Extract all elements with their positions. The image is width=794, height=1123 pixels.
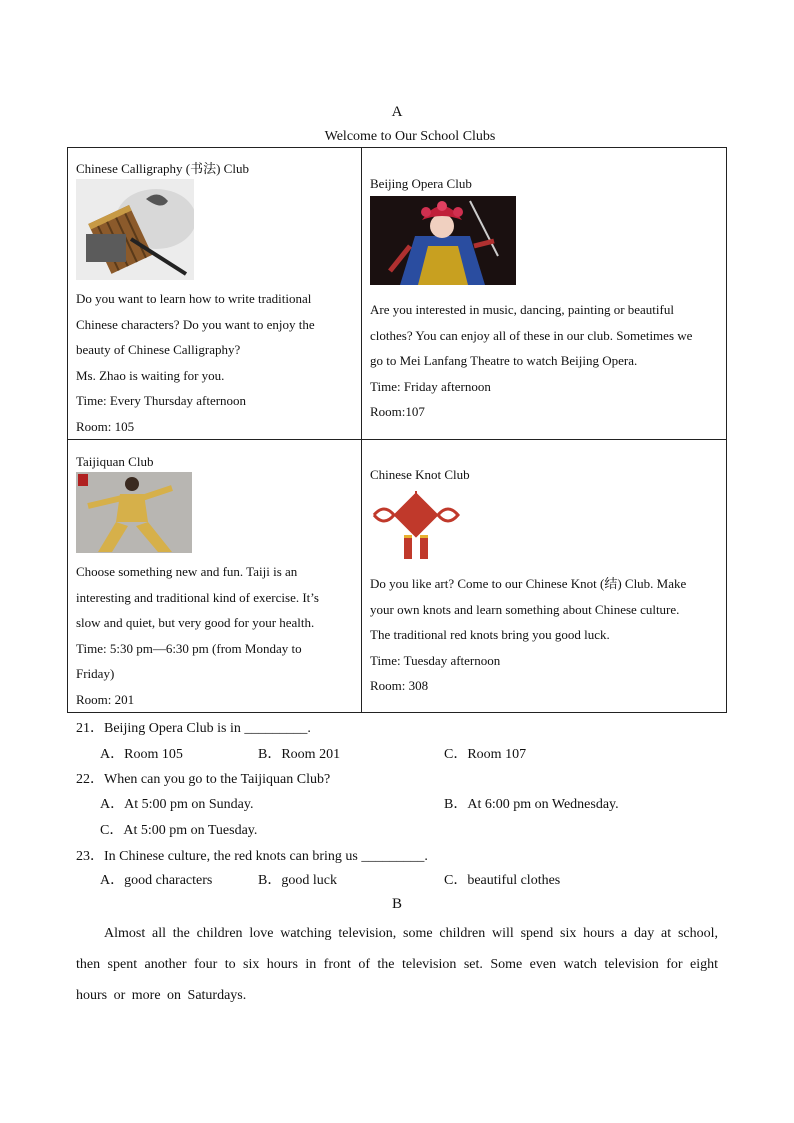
desc-line: Chinese characters? Do you want to enjoy the — [76, 316, 315, 332]
option-21-a[interactable]: A．Room 105 — [100, 747, 183, 762]
passage-text: Almost all the children love watching television, some children will spend six hours a day at school, then spent another four to six hours in front of the television set. Some even watch television for eight hours or more on Saturdays. — [76, 926, 718, 1003]
desc-line: The traditional red knots bring you good luck. — [370, 627, 610, 642]
club-time-taijiquan: Time: 5:30 pm—6:30 pm (from Monday to — [76, 640, 302, 656]
club-cell-opera — [362, 148, 727, 440]
desc-line: slow and quiet, but very good for your health. — [76, 615, 315, 630]
section-b-heading: B — [391, 896, 402, 912]
club-time-calligraphy: Time: Every Thursday afternoon — [76, 393, 247, 408]
club-desc-knot — [370, 571, 718, 699]
club-desc-taijiquan — [76, 559, 353, 712]
club-name-opera: Beijing Opera Club — [370, 176, 472, 191]
club-room-taijiquan: Room: 201 — [76, 691, 135, 707]
desc-line: Friday) — [76, 666, 115, 681]
option-22-c[interactable]: C．At 5:00 pm on Tuesday. — [100, 823, 258, 838]
calligraphy-image — [76, 179, 194, 280]
question-23: 23．In Chinese culture, the red knots can bring us _________. — [76, 849, 428, 864]
clubs-table — [67, 147, 727, 713]
club-room-opera: Room:107 — [370, 404, 425, 419]
option-21-b[interactable]: B．Room 201 — [258, 747, 341, 762]
option-22-a[interactable]: A．At 5:00 pm on Sunday. — [100, 797, 254, 812]
club-cell-taijiquan — [68, 440, 362, 713]
desc-line: clothes? You can enjoy all of these in our club. Sometimes we — [370, 327, 693, 343]
desc-line: Ms. Zhao is waiting for you. — [76, 367, 225, 383]
desc-line: Are you interested in music, dancing, painting or beautiful — [370, 302, 674, 317]
passage-b — [76, 918, 718, 1011]
club-room-calligraphy: Room: 105 — [76, 418, 135, 434]
option-23-c[interactable]: C．beautiful clothes — [444, 873, 561, 888]
option-23-b[interactable]: B．good luck — [258, 873, 337, 888]
club-name-taijiquan: Taijiquan Club — [76, 454, 154, 469]
option-23-a[interactable]: A．good characters — [100, 873, 213, 888]
desc-line: interesting and traditional kind of exercise. It’s — [76, 589, 319, 605]
club-desc-opera — [370, 297, 718, 425]
desc-line: beauty of Chinese Calligraphy? — [76, 342, 241, 357]
option-21-c[interactable]: C．Room 107 — [444, 747, 527, 762]
club-name-knot: Chinese Knot Club — [370, 467, 470, 482]
desc-line: Choose something new and fun. Taiji is an — [76, 564, 298, 579]
desc-line: Do you want to learn how to write traditional — [76, 291, 312, 306]
club-cell-calligraphy — [68, 148, 362, 440]
desc-line: go to Mei Lanfang Theatre to watch Beijing Opera. — [370, 353, 638, 368]
club-room-knot: Room: 308 — [370, 678, 429, 693]
club-desc-calligraphy — [76, 286, 353, 439]
option-22-b[interactable]: B．At 6:00 pm on Wednesday. — [444, 797, 619, 812]
section-a-heading: A — [391, 104, 403, 120]
club-name-calligraphy: Chinese Calligraphy (书法) Club — [76, 161, 249, 176]
desc-line: Do you like art? Come to our Chinese Knot (结) Club. Make — [370, 576, 687, 591]
question-22: 22．When can you go to the Taijiquan Club? — [76, 772, 331, 787]
club-time-opera: Time: Friday afternoon — [370, 378, 491, 394]
taijiquan-image — [76, 472, 192, 553]
question-21: 21．Beijing Opera Club is in _________. — [76, 721, 311, 736]
club-cell-knot — [362, 440, 727, 713]
desc-line: your own knots and learn something about Chinese culture. — [370, 601, 680, 617]
club-time-knot: Time: Tuesday afternoon — [370, 652, 501, 668]
chinese-knot-image — [370, 491, 462, 561]
page-title: Welcome to Our School Clubs — [324, 129, 496, 144]
opera-image — [370, 196, 516, 285]
